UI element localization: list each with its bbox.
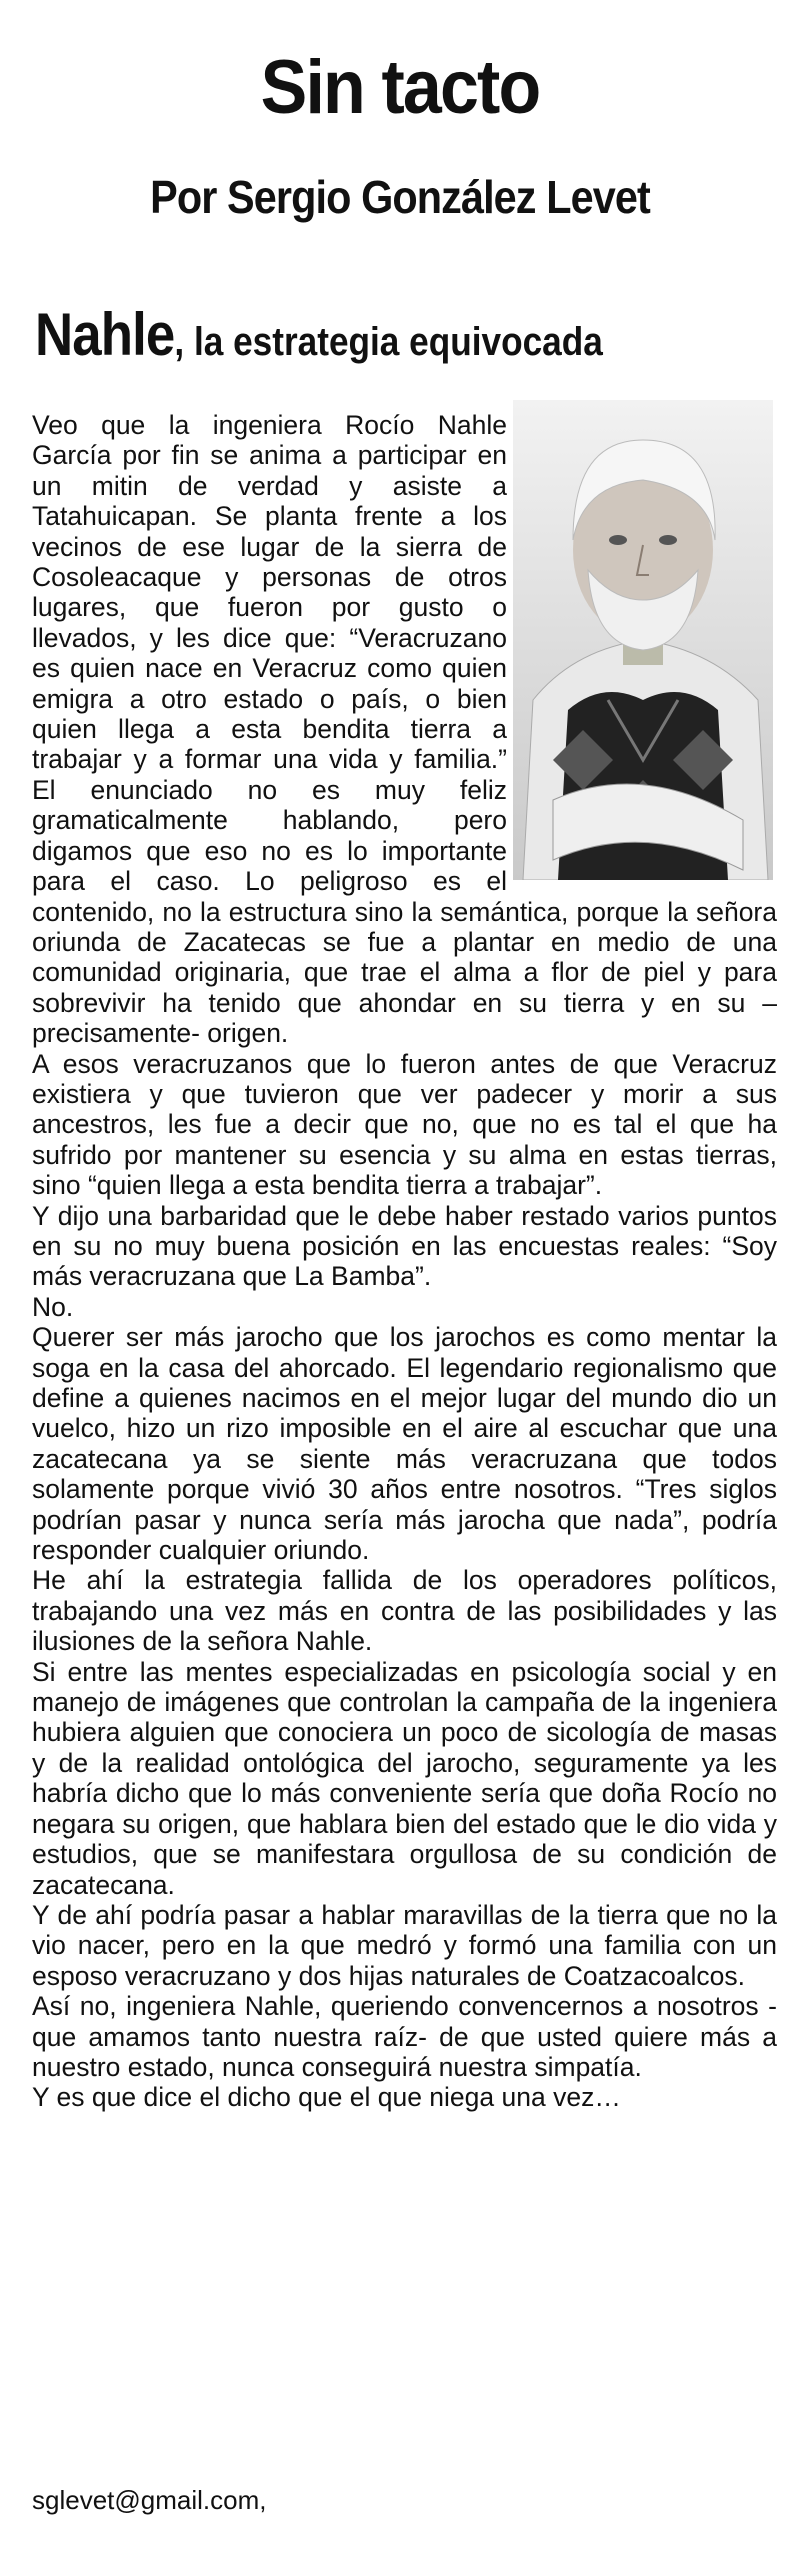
paragraph: A esos veracruzanos que lo fueron antes de que Veracruz existiera y que tuvieron que ver padecer y morir a sus ancestros, les fue a decir que no, que no es tal el que ha sufrido por mantener su esencia y su alma en estas tierras, sino “quien llega a esta bendita tierra a trabajar”. [32,1048,777,1201]
headline-rest: , la estrategia equivocada [174,320,603,364]
article-body [32,410,777,2113]
paragraph: He ahí la estrategia fallida de los operadores políticos, trabajando una vez más en contra de las posibilidades y las ilusiones de la señora Nahle. [32,1565,777,1657]
photo-spacer [507,410,777,880]
paragraph: Y de ahí podría pasar a hablar maravillas de la tierra que no la vio nacer, pero en la que medró y formó una familia con un esposo veracruzano y dos hijas naturales de Coatzacoalcos. [32,1899,777,1991]
headline [35,300,704,369]
paragraph: Y es que dice el dicho que el que niega una vez… [32,2082,621,2113]
byline: Por Sergio González Levet [150,171,650,223]
paragraph: Querer ser más jarocho que los jarochos es como mentar la soga en la casa del ahorcado. El legendario regionalismo que define a quienes nacimos en el mejor lugar del mundo dio un vuelco, hizo un rizo imposible en el aire al escuchar que una zacatecana ya se siente más veracruzana que todos solamente porque vivió 30 años entre nosotros. “Tres siglos podrían pasar y nunca sería más jarocha que nada”, podría responder cualquier oriundo. [32,1322,777,1566]
column-title: Sin tacto [260,45,540,130]
paragraph: Veo que la ingeniera Rocío Nahle García por fin se anima a participar en un mitin de verdad y asiste a Tatahuicapan. Se planta frente a los vecinos de ese lugar de la sierra de Cosoleacaque y personas de otros lugares, que fueron por gusto o llevados, y les dice que: “Veracruzano es quien nace en Veracruz como quien emigra a otro estado o país, o bien quien llega a esta bendita tierra a trabajar y a formar una vida y familia.” El enunciado no es muy feliz gramaticalmente hablando, pero digamos que eso no es lo importante para el caso. Lo peligroso es el contenido, no la estructura sino la semántica, porque la señora oriunda de Zacatecas se fue a plantar en medio de una comunidad originaria, que trae el alma a flor de piel y para sobrevivir ha tenido que ahondar en su tierra y en su –precisamente- origen. [32,410,777,1049]
paragraph: Así no, ingeniera Nahle, queriendo convencernos a nosotros -que amamos tanto nuestra raíz- de que usted quiere más a nuestro estado, nunca conseguirá nuestra simpatía. [32,1991,777,2082]
headline-name: Nahle [35,301,175,368]
paragraph: No. [32,1291,74,1322]
column-title-block [0,45,800,130]
author-email[interactable]: sglevet@gmail.com, [32,2485,267,2515]
paragraph: Si entre las mentes especializadas en psicología social y en manejo de imágenes que controlan la campaña de la ingeniera hubiera alguien que conociera un poco de sicología de masas y de la realidad ontológica del jarocho, seguramente ya les habría dicho que lo más conveniente sería que doña Rocío no negara su origen, que hablara bien del estado que le dio vida y estudios, que se manifestara orgullosa de su condición de zacatecana. [32,1656,777,1900]
paragraph: Y dijo una barbaridad que le debe haber restado varios puntos en su no muy buena posición en las encuestas reales: “Soy más veracruzana que La Bamba”. [32,1200,777,1292]
